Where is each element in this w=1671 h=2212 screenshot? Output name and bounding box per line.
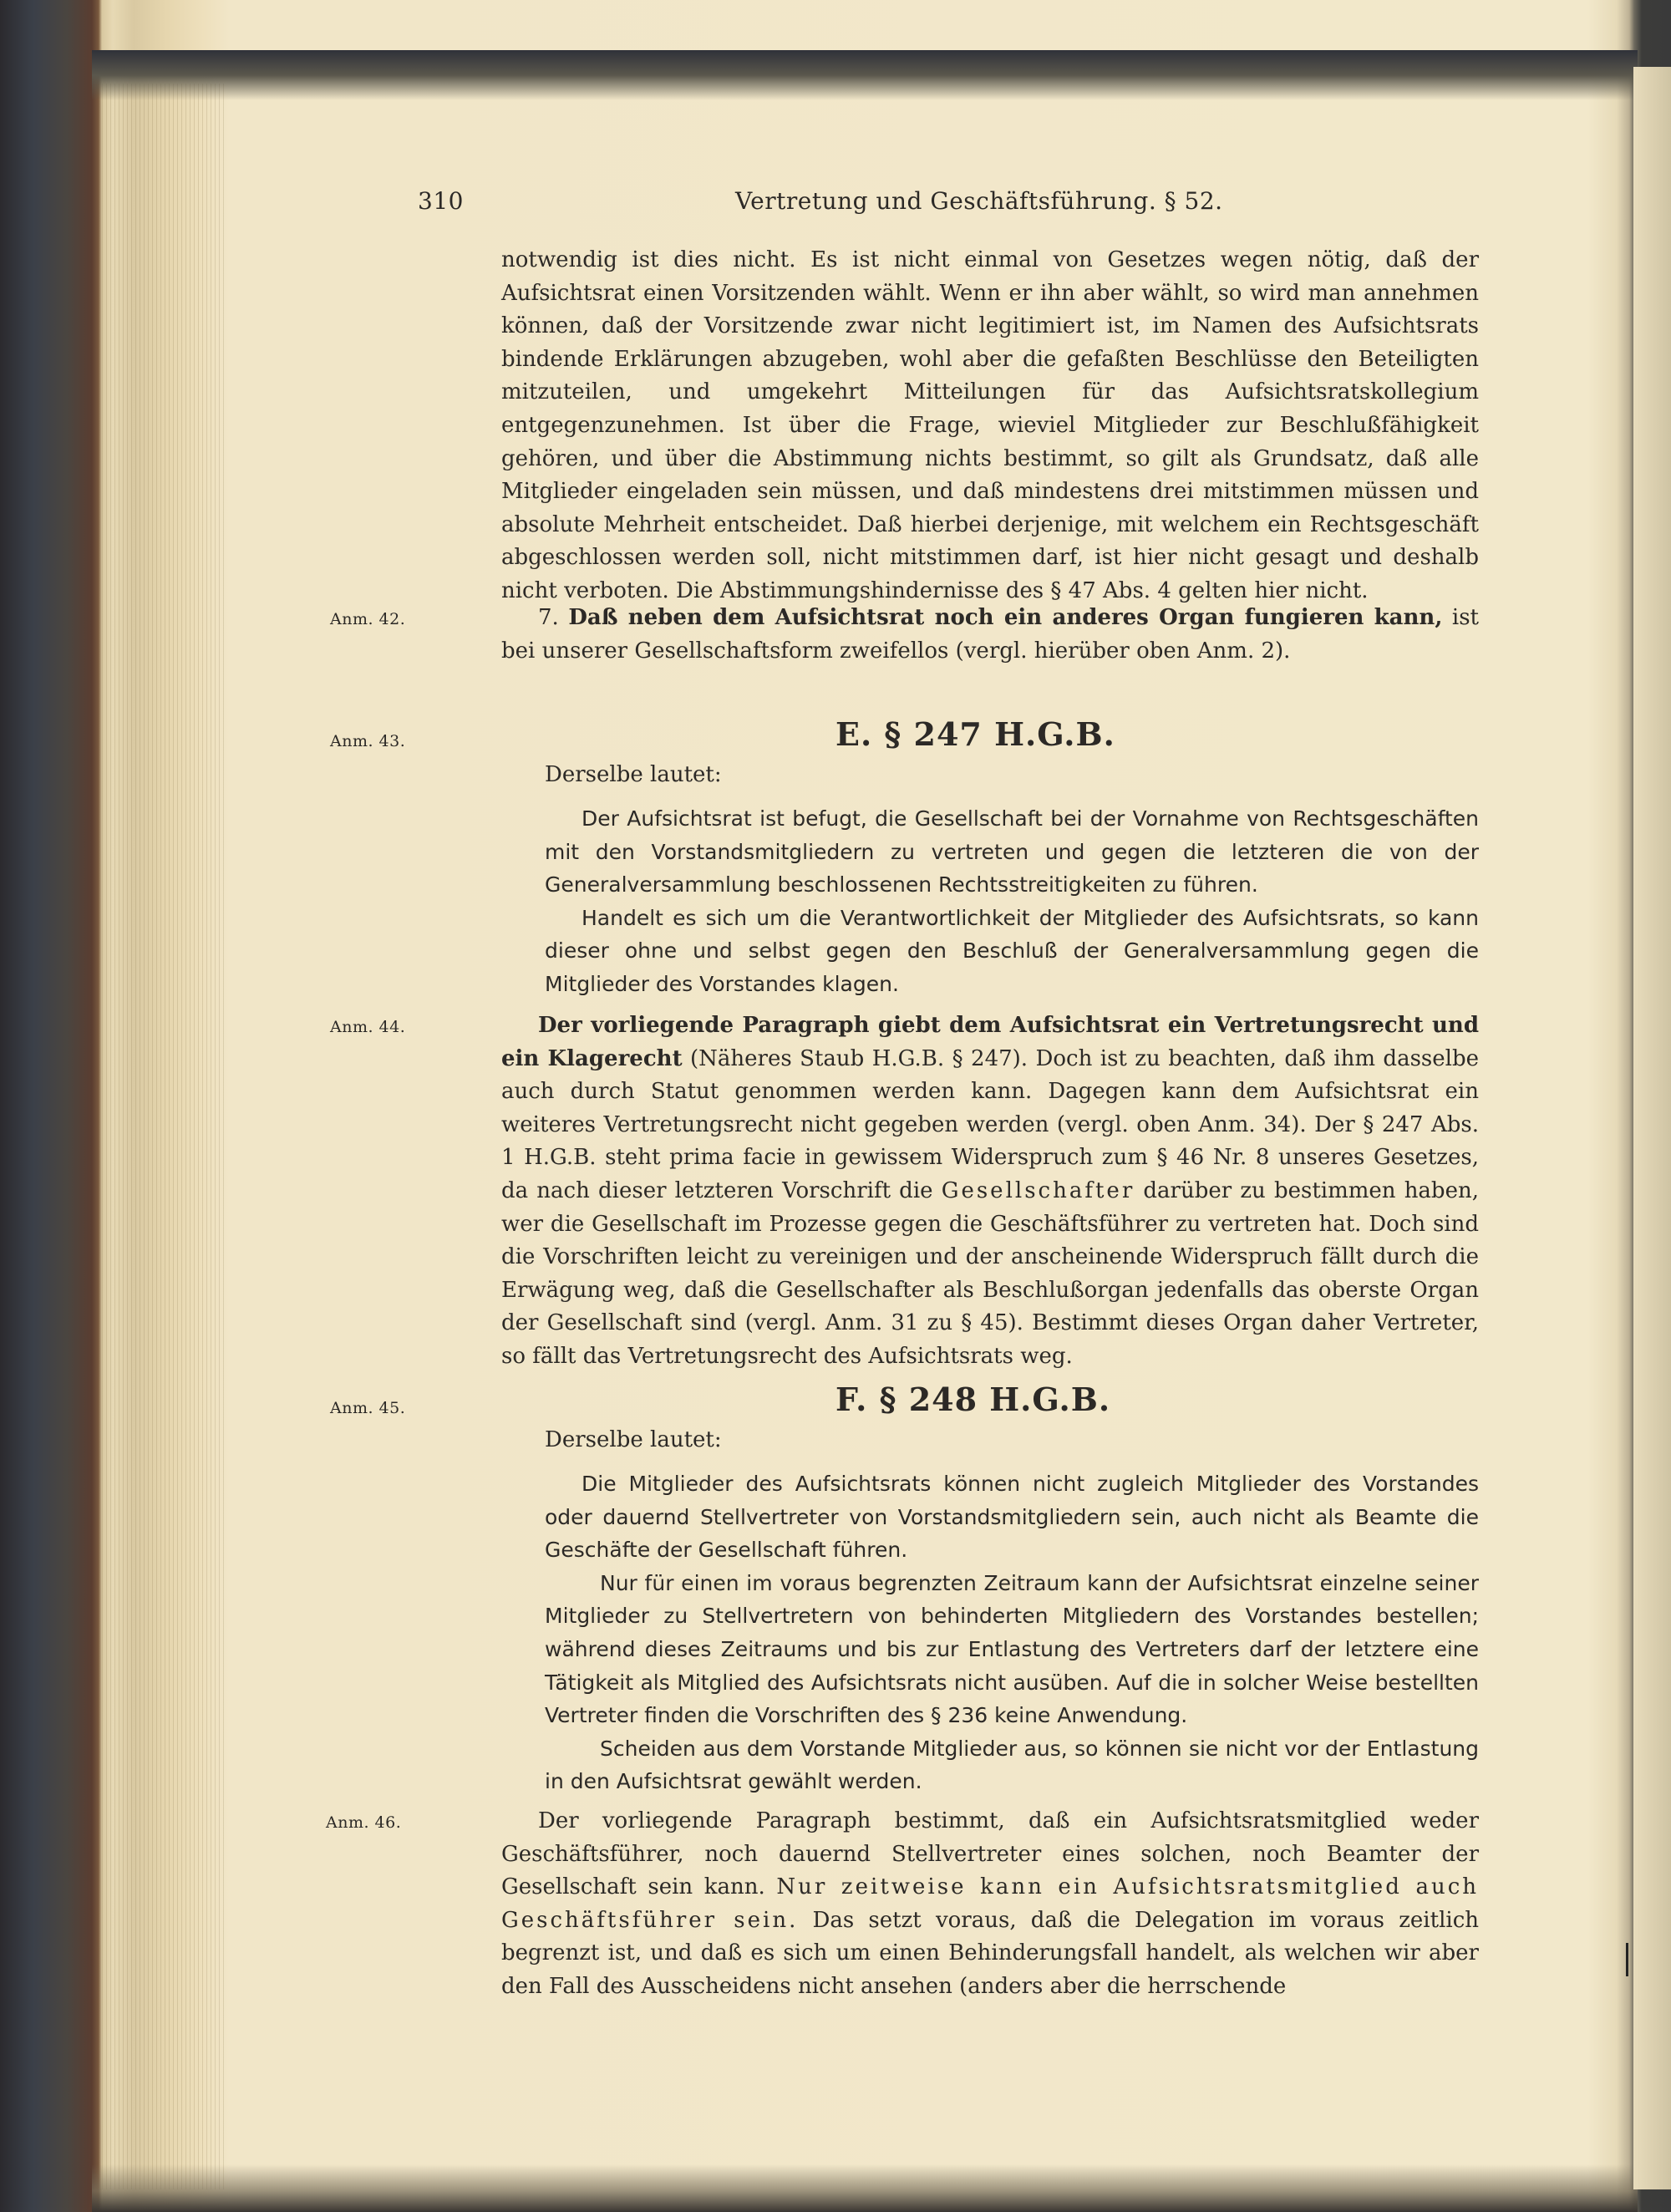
anm44-paragraph — [501, 1009, 1479, 1374]
section-f-quote — [545, 1467, 1479, 1798]
section-e-quote — [545, 802, 1479, 1001]
anm46-paragraph — [501, 1805, 1479, 2004]
section-f-quote-3: Scheiden aus dem Vorstande Mitglieder aus, so können sie nicht vor der Entlastung in den Aufsichtsrat gewählt werden. — [545, 1736, 1479, 1794]
anm44-bold: Der vorliegende Paragraph giebt dem Aufsichtsrat ein Vertretungsrecht und ein Klagerecht — [501, 1013, 1479, 1071]
anm46-text-2: Das setzt voraus, daß die Delegation im voraus zeitlich begrenzt ist, und daß es sich um einen Behinderungsfall handelt, als welchen wir aber den Fall des Ausscheidens nicht ansehen (anders aber die herrschende — [501, 1907, 1480, 1999]
anm42-text: ist bei unserer Gesellschaftsform zweifellos (vergl. hierüber oben Anm. 2). — [501, 605, 1480, 664]
margin-note-anm44: Anm. 44. — [330, 1018, 406, 1036]
anm44-text-2: darüber zu bestimmen haben, wer die Gesellschaft im Prozesse gegen die Geschäftsführer zu vertreten hat. Doch sind die Vorschriften leicht zu vereinigen und der anscheinende Widerspruch fällt durch die Erwägung weg, daß die Gesellschafter als Beschlußorgan jedenfalls das oberste Organ der Gesellschaft sind (vergl. Anm. 31 zu § 45). Bestimmt dieses Organ daher Vertreter, so fällt das Vertretungsrecht des Aufsichtsrats weg. — [501, 1177, 1479, 1369]
section-e-lead — [545, 759, 1464, 792]
page-number: 310 — [418, 187, 464, 215]
anm44-text-1: (Näheres Staub H.G.B. § 247). Doch ist zu beachten, daß ihm dasselbe auch durch Statut genommen werden kann. Dagegen kann dem Aufsichtsrat ein weiteres Vertretungsrecht nicht gegeben werden (vergl. oben Anm. 34). Der § 247 Abs. 1 H.G.B. steht prima facie in gewissem Widerspruch zum § 46 Nr. 8 unseres Gesetzes, da nach dieser letzteren Vorschrift die — [501, 1045, 1479, 1203]
anm46-spaced: Nur zeitweise kann ein Aufsichtsratsmitglied auch Geschäftsführer sein. — [501, 1874, 1480, 1933]
section-e-lead-text: Derselbe lautet: — [545, 762, 722, 787]
running-title: Vertretung und Geschäftsführung. § 52. — [735, 187, 1223, 215]
anm42-paragraph — [501, 602, 1479, 668]
section-e-heading: E. § 247 H.G.B. — [836, 715, 1115, 753]
section-f-lead-text: Derselbe lautet: — [545, 1427, 722, 1452]
section-e-quote-1: Der Aufsichtsrat ist befugt, die Gesellschaft bei der Vornahme von Rechtsgeschäften mit den Vorstandsmitgliedern zu vertreten und gegen die letzteren die von der Generalversammlung beschlossenen Rechtsstreitigkeiten zu führen. — [545, 806, 1479, 898]
anm42-bold: Daß neben dem Aufsichtsrat noch ein anderes Organ fungieren kann, — [568, 605, 1443, 630]
section-f-heading: F. § 248 H.G.B. — [836, 1381, 1111, 1418]
margin-note-anm46: Anm. 46. — [326, 1813, 402, 1832]
anm44-spaced: Gesellschafter — [941, 1177, 1135, 1203]
margin-note-anm42: Anm. 42. — [330, 610, 406, 628]
bottom-shadow — [92, 2164, 1638, 2212]
intro-paragraph — [501, 244, 1479, 608]
anm42-number: 7. — [538, 605, 559, 630]
margin-note-anm43: Anm. 43. — [330, 732, 406, 750]
margin-mark — [1626, 1943, 1628, 1976]
section-f-quote-2: Nur für einen im voraus begrenzten Zeitraum kann der Aufsichtsrat einzelne seiner Mitglieder zu Stellvertretern von behinderten Mitgliedern des Vorstandes bestellen; während dieses Zeitraums und bis zur Entlastung des Vertreters darf der letztere eine Tätigkeit als Mitglied des Aufsichtsrats nicht ausüben. Auf die in solcher Weise bestellten Vertreter finden die Vorschriften des § 236 keine Anwendung. — [545, 1570, 1479, 1728]
intro-text: notwendig ist dies nicht. Es ist nicht einmal von Gesetzes wegen nötig, daß der Aufsichtsrat einen Vorsitzenden wählt. Wenn er ihn aber wählt, so wird man annehmen können, daß der Vorsitzende zwar nicht legitimiert ist, im Namen des Aufsichtsrats bindende Erklärungen abzugeben, wohl aber die gefaßten Beschlüsse den Beteiligten mitzuteilen, und umgekehrt Mitteilungen für das Aufsichtsratskollegium entgegenzunehmen. Ist über die Frage, wieviel Mitglieder zur Beschlußfähigkeit gehören, und über die Abstimmung nichts bestimmt, so gilt als Grundsatz, daß alle Mitglieder eingeladen sein müssen, und daß mindestens drei mitstimmen müssen und absolute Mehrheit entscheidet. Daß hierbei derjenige, mit welchem ein Rechtsgeschäft abgeschlossen werden soll, nicht mitstimmen darf, ist hier nicht gesagt und deshalb nicht verboten. Die Abstimmungshindernisse des § 47 Abs. 4 gelten hier nicht. — [501, 247, 1479, 603]
margin-note-anm45: Anm. 45. — [330, 1399, 406, 1417]
section-f-quote-1: Die Mitglieder des Aufsichtsrats können nicht zugleich Mitglieder des Vorstandes oder dauernd Stellvertreter von Vorstandsmitgliedern sein, auch nicht als Beamte die Geschäfte der Gesellschaft führen. — [545, 1472, 1479, 1563]
section-e-quote-2: Handelt es sich um die Verantwortlichkeit der Mitglieder des Aufsichtsrats, so kann dieser ohne und selbst gegen den Beschluß der Generalversammlung gegen die Mitglieder des Vorstandes klagen. — [545, 905, 1479, 996]
book-page — [234, 84, 1604, 2156]
facing-page-edge — [1633, 67, 1671, 2189]
section-f-lead — [545, 1424, 1464, 1457]
anm46-text-1: Der vorliegende Paragraph bestimmt, daß ein Aufsichtsratsmitglied weder Geschäftsführer, noch dauernd Stellvertreter eines solchen, noch Beamter der Gesellschaft sein kann. — [501, 1808, 1479, 1900]
page-block-edge — [102, 84, 227, 2189]
